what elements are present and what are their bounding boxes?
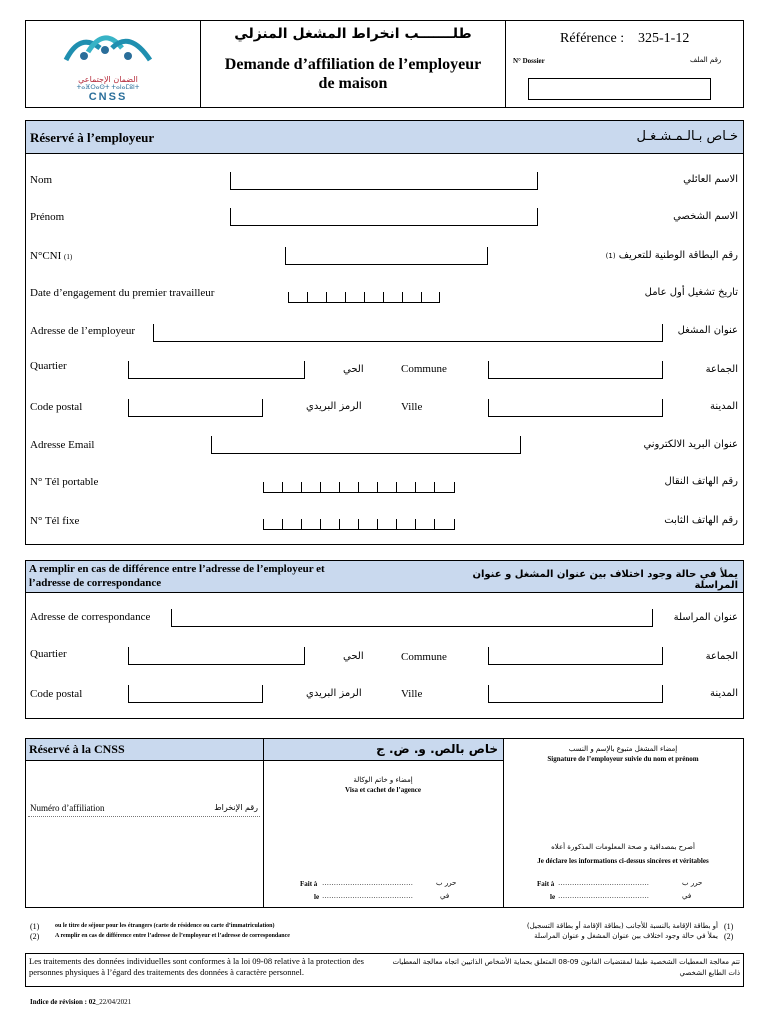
declare-ar: أصرح بمصداقية و صحة المعلومات المذكورة أعلاه (551, 843, 695, 851)
quartier-label: Quartier (30, 360, 67, 372)
note-2-ar-num: (2) (724, 932, 734, 941)
cni-label-ar-text: رقم البطاقة الوطنية للتعريف (618, 250, 738, 261)
nom-label-ar: الاسم العائلي (683, 174, 738, 185)
tel-fixe-label: N° Tél fixe (30, 515, 80, 527)
title-arabic: طلـــــــب انخراط المشغل المنزلي (234, 26, 472, 42)
tel-tick (320, 519, 321, 529)
date-field[interactable] (288, 285, 440, 303)
date-label-ar: تاريخ تشغيل أول عامل (644, 287, 738, 298)
employer-title-ar: خـاص بـالـمـشـغـل (636, 129, 738, 144)
date-tick (421, 292, 422, 302)
note-1-fr: ou le titre de séjour pour les étrangers (carte de résidence ou carte d’immatriculation) (55, 923, 275, 929)
cnss-fait-field[interactable]: ………………………………… (322, 879, 413, 887)
title-french-line1: Demande d’affiliation de l’employeur (224, 56, 482, 73)
cnss-fait-label: Fait à (300, 880, 318, 888)
sig-fait-label: Fait à (537, 880, 555, 888)
adresse-label-ar: عنوان المشغل (677, 325, 738, 336)
tel-tick (301, 482, 302, 492)
tel-tick (263, 482, 264, 492)
dossier-label-ar: رقم الملف (690, 56, 722, 64)
tel-tick (396, 482, 397, 492)
date-tick (307, 292, 308, 302)
date-tick (402, 292, 403, 302)
logo-arabic: الضمان الإجتماعي (78, 75, 138, 84)
correspondence-title-fr-1: A remplir en cas de différence entre l’adresse de l’employeur et (29, 563, 325, 575)
date-tick (364, 292, 365, 302)
sig-le-label-ar: في (682, 892, 692, 900)
cni-field[interactable] (285, 247, 488, 265)
cnss-divider-visa (263, 761, 264, 908)
employer-title-fr: Réservé à l’employeur (30, 130, 155, 145)
cnss-fait-label-ar: حرر ب (436, 879, 457, 887)
corr-ville-label: Ville (401, 688, 423, 700)
note-1-ar-num: (1) (724, 922, 734, 931)
note-2-fr: A remplir en cas de différence entre l’adresse de l’employeur et l’adresse de correspondance (55, 933, 290, 939)
tel-tick (415, 519, 416, 529)
numero-affiliation-field[interactable] (28, 816, 260, 817)
tel-portable-field[interactable] (263, 475, 455, 493)
corr-ville-label-ar: المدينة (709, 688, 738, 699)
corr-commune-label: Commune (401, 651, 447, 663)
tel-fixe-label-ar: رقم الهاتف الثابت (664, 515, 738, 526)
header-divider-1 (200, 20, 201, 108)
commune-label: Commune (401, 363, 447, 375)
code-postal-label-ar: الرمز البريدي (306, 401, 362, 412)
logo-text: CNSS (88, 91, 128, 103)
tel-tick (434, 519, 435, 529)
sig-fait-label-ar: حرر ب (682, 879, 703, 887)
tel-tick (358, 519, 359, 529)
cnss-le-label: le (314, 893, 320, 901)
numero-affiliation-label-ar: رقم الإنخراط (214, 803, 258, 812)
corr-quartier-label-ar: الحي (343, 651, 364, 662)
cni-note-ar: (1) (605, 252, 616, 260)
date-tick (345, 292, 346, 302)
note-1-ar: أو بطاقة الإقامة بالنسبة للأجانب (بطاقة الإقامة أو بطاقة التسجيل) (526, 922, 718, 930)
note-2-num: (2) (30, 932, 40, 941)
nom-label: Nom (30, 174, 52, 186)
commune-field[interactable] (488, 361, 663, 379)
code-postal-field[interactable] (128, 399, 263, 417)
cnss-le-field[interactable]: ………………………………… (322, 892, 413, 900)
email-label-ar: عنوان البريد الالكتروني (643, 439, 738, 450)
tel-tick (415, 482, 416, 492)
logo-tifinagh: ⵜⴰⴼⵔⴰⵙⵜ ⵜⴰⵏⴰⵎⵓⵏⵜ (76, 84, 140, 91)
reference-label: Référence : (560, 31, 625, 46)
tel-tick (282, 519, 283, 529)
commune-label-ar: الجماعة (705, 364, 738, 375)
tel-tick (301, 519, 302, 529)
adresse-field[interactable] (153, 324, 663, 342)
adresse-label: Adresse de l’employeur (30, 325, 136, 337)
corr-adresse-label: Adresse de correspondance (30, 611, 151, 623)
corr-quartier-field[interactable] (128, 647, 305, 665)
corr-adresse-label-ar: عنوان المراسلة (673, 612, 738, 623)
email-label: Adresse Email (30, 439, 95, 451)
nom-field[interactable] (230, 172, 538, 190)
privacy-text-ar: تتم معالجة المعطيات الشخصية طبقا لمقتضيات القانون 09-08 المتعلق بحماية الأشخاص الذاتيين اتجاه معالجة المعطيات ذات الطابع الشخصي (392, 958, 740, 977)
date-tick (288, 292, 289, 302)
revision-label (30, 998, 131, 1006)
numero-affiliation-label: Numéro d’affiliation (30, 803, 105, 813)
note-2-ar: يملأ في حالة وجود اختلاف بين عنوان المشغل و عنوان المراسلة (534, 932, 718, 940)
sig-fait-field[interactable]: ………………………………… (558, 879, 649, 887)
tel-tick (282, 482, 283, 492)
dossier-number-field[interactable] (528, 78, 711, 100)
corr-adresse-field[interactable] (171, 609, 653, 627)
tel-tick (377, 519, 378, 529)
visa-label-ar: إمضاء و خاتم الوكالة (353, 776, 413, 784)
tel-portable-label-ar: رقم الهاتف النقال (664, 476, 738, 487)
signature-title-ar: إمضاء المشغل متبوع بالإسم و النسب (568, 745, 678, 753)
tel-tick (263, 519, 264, 529)
note-1-num: (1) (30, 922, 40, 931)
corr-commune-label-ar: الجماعة (705, 651, 738, 662)
cnss-divider-main (503, 738, 504, 908)
revision-date: _22/04/2021 (95, 998, 132, 1006)
tel-tick (339, 482, 340, 492)
correspondence-title-fr-2: l’adresse de correspondance (29, 577, 162, 589)
date-tick (439, 292, 440, 302)
date-label: Date d’engagement du premier travailleur (30, 287, 215, 299)
sig-le-label: le (550, 893, 556, 901)
date-tick (383, 292, 384, 302)
cni-label (30, 250, 72, 262)
tel-tick (434, 482, 435, 492)
dossier-label-fr: N° Dossier (513, 57, 545, 65)
corr-code-postal-field[interactable] (128, 685, 263, 703)
cnss-title-ar: خاص بالص. و. ض. ج (376, 742, 498, 756)
cnss-logo-icon (58, 26, 158, 68)
tel-tick (358, 482, 359, 492)
quartier-label-ar: الحي (343, 364, 364, 375)
tel-fixe-field[interactable] (263, 512, 455, 530)
tel-tick (377, 482, 378, 492)
tel-tick (320, 482, 321, 492)
tel-tick (454, 519, 455, 529)
prenom-label: Prénom (30, 211, 65, 223)
cni-note: (1) (64, 253, 73, 261)
cni-label-text: N°CNI (30, 250, 62, 262)
ville-label: Ville (401, 401, 423, 413)
email-field[interactable] (211, 436, 521, 454)
sig-le-field[interactable]: ………………………………… (558, 892, 649, 900)
prenom-label-ar: الاسم الشخصي (673, 211, 738, 222)
signature-title-fr: Signature de l’employeur suivie du nom et prénom (547, 755, 699, 763)
reference-value: 325-1-12 (638, 31, 690, 46)
corr-code-postal-label-ar: الرمز البريدي (306, 688, 362, 699)
tel-portable-label: N° Tél portable (30, 476, 99, 488)
cnss-le-label-ar: في (440, 892, 450, 900)
corr-quartier-label: Quartier (30, 648, 67, 660)
tel-tick (339, 519, 340, 529)
prenom-field[interactable] (230, 208, 538, 226)
cnss-logo (58, 26, 158, 102)
corr-ville-field[interactable] (488, 685, 663, 703)
tel-tick (454, 482, 455, 492)
privacy-text-fr: Les traitements des données individuelles sont conformes à la loi 09-08 relative à la protection des personnes physiques à l’égard des traitements des données à caractère personnel. (29, 956, 364, 977)
cnss-divider-header (263, 739, 264, 761)
correspondence-title-ar: يملأ في حالة وجود اختلاف بين عنوان المشغل و عنوان المراسلة (472, 569, 738, 591)
declare-fr: Je déclare les informations ci-dessus sincères et véritables (537, 857, 709, 865)
tel-tick (396, 519, 397, 529)
visa-label-fr: Visa et cachet de l’agence (345, 786, 421, 794)
header-divider-2 (505, 20, 506, 108)
ville-label-ar: المدينة (709, 401, 738, 412)
corr-code-postal-label: Code postal (30, 688, 83, 700)
cni-label-ar (606, 250, 738, 261)
date-tick (326, 292, 327, 302)
quartier-field[interactable] (128, 361, 305, 379)
title-french-line2: de maison (318, 75, 388, 92)
ville-field[interactable] (488, 399, 663, 417)
cnss-title-fr: Réservé à la CNSS (29, 742, 125, 756)
code-postal-label: Code postal (30, 401, 83, 413)
corr-commune-field[interactable] (488, 647, 663, 665)
revision-text: Indice de révision : 02 (30, 998, 96, 1006)
